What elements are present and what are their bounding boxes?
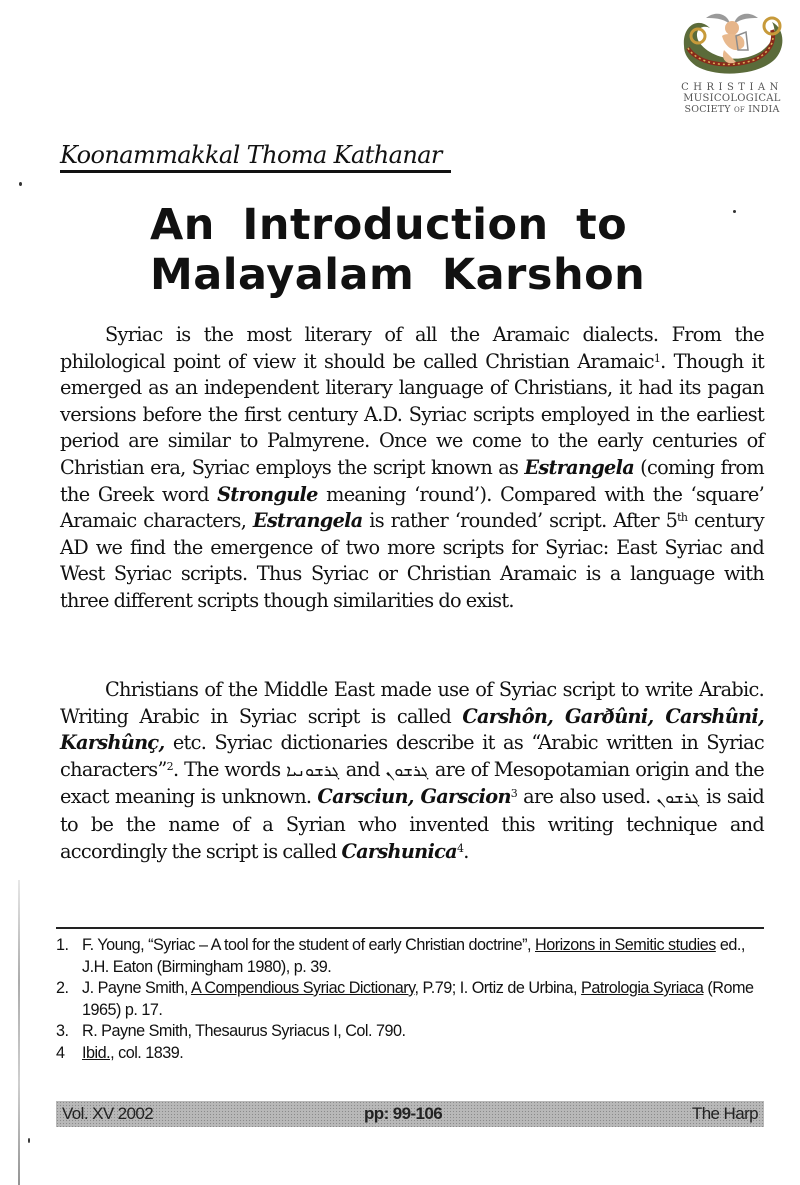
text-run: .: [463, 839, 469, 863]
title-line-1: An Introduction to: [150, 200, 628, 250]
text-run: Christians of the Middle East made use of Syriac script to write Arabic. Writing Arabic in Syriac script is called: [60, 678, 764, 728]
footnote-ref-4[interactable]: 4: [456, 841, 464, 855]
syriac-word-2: ܓܪܫܘܢ: [385, 760, 429, 780]
logo-of: OF: [733, 106, 745, 114]
footnote-item: [56, 1021, 766, 1043]
title-line-2: Malayalam Karshon: [150, 250, 646, 300]
cherub-harp-emblem-icon: [676, 6, 788, 80]
text-run: are of Mesopotamian origin and the exact meaning is unknown.: [60, 757, 765, 809]
text-run: . The words: [172, 757, 287, 781]
cited-work-title: Ibid.,: [82, 1043, 115, 1062]
journal-footer-band: [56, 1101, 764, 1127]
italic-term-carshunica: Carshunica: [341, 839, 457, 863]
text-run: and: [339, 757, 386, 781]
scan-edge-artifact: [18, 880, 20, 1185]
syriac-word-3: ܓܪܫܘܢ: [656, 788, 700, 808]
italic-term-estrangela: Estrangela: [252, 509, 363, 533]
cited-work-title: Horizons in Semitic studies: [535, 936, 716, 954]
text-run: century AD we find the emergence of two more scripts for Syriac: East Syriac and West Syriac scripts. Thus Syriac or Christian Aramaic is a language with three different scripts though similarities do exist.: [60, 509, 764, 612]
footnote-number: 3.: [56, 1022, 69, 1040]
text-run: , P.79; I. Ortiz de Urbina,: [414, 979, 582, 997]
text-run: etc. Syriac dictionaries describe it as “Arabic written in Syriac characters”: [60, 731, 764, 781]
footnote-item: [56, 935, 766, 978]
text-run: J. Payne Smith,: [82, 979, 191, 997]
footnote-ref-1[interactable]: 1: [653, 351, 661, 365]
footnote-text: [82, 935, 766, 978]
text-run: F. Young, “Syriac – A tool for the student of early Christian doctrine”,: [82, 936, 535, 954]
text-run: is said to be the name of a Syrian who invented this writing technique and accordingly the script is called: [60, 785, 764, 863]
footer-volume: Vol. XV 2002: [62, 1104, 154, 1123]
footer-journal-name: The Harp: [691, 1104, 758, 1123]
footnote-number: 2.: [56, 979, 69, 997]
author-name: Koonammakkal Thoma Kathanar: [60, 141, 442, 169]
text-run: (Rome 1965) p. 17.: [82, 979, 754, 1019]
text-run: ed., J.H. Eaton (Birmingham 1980), p. 39.: [82, 936, 745, 976]
italic-term-estrangela: Estrangela: [524, 455, 635, 479]
author-underline-rule: [60, 170, 451, 173]
text-run: . Though it emerged as an independent literary language of Christians, it had its pagan versions before the first century A.D. Syriac scripts employed in the earliest period are similar to Palmyrene. Once we come to the early centuries of Christian era, Syriac employs the script known as: [60, 349, 764, 479]
logo-text-line1: CHRISTIAN: [681, 82, 783, 93]
scan-speck: [28, 1138, 30, 1143]
footnote-ref-2[interactable]: 2: [166, 759, 173, 773]
text-run: Syriac is the most literary of all the Aramaic dialects. From the philological point of view it should be called Christian Aramaic: [60, 323, 764, 373]
logo-text-line2: MUSICOLOGICAL: [683, 93, 781, 104]
footnote-text: R. Payne Smith, Thesaurus Syriacus I, Col. 790.: [82, 1022, 406, 1040]
footnote-number: 4: [56, 1043, 65, 1062]
society-logo: [672, 6, 792, 124]
footnote-item: [56, 978, 766, 1021]
logo-india: INDIA: [744, 104, 780, 115]
logo-society: SOCIETY: [684, 104, 734, 115]
footnote-text: [82, 978, 766, 1021]
scan-speck: [733, 210, 736, 213]
text-run: meaning ‘round’). Compared with the ‘square’ Aramaic characters,: [60, 482, 764, 533]
text-run: are also used.: [517, 785, 657, 809]
footnote-separator-rule: [56, 927, 764, 929]
ordinal-superscript: th: [677, 511, 688, 525]
italic-term-carsciun: Carsciun, Garscion: [317, 785, 511, 809]
cited-work-title: Patrologia Syriaca: [581, 979, 704, 997]
footnote-text: [82, 1043, 766, 1065]
body-paragraph-2: [60, 677, 764, 865]
logo-text-line3: [672, 104, 792, 116]
cited-work-title: A Compendious Syriac Dictionary: [190, 979, 415, 997]
text-run: col. 1839.: [114, 1043, 184, 1062]
scan-speck: [19, 182, 22, 186]
syriac-word-1: ܓܪܫܘܢܝܐ: [286, 760, 340, 780]
body-paragraph-1: [60, 322, 764, 615]
italic-term-strongule: Strongule: [217, 482, 318, 506]
article-title: [150, 200, 680, 300]
footnotes-list: [56, 935, 766, 1064]
footnote-item: [56, 1043, 766, 1065]
italic-term-karshon-variants: Carshôn, Garðûni, Carshûni, Karshûnç,: [60, 704, 764, 755]
footnote-ref-3[interactable]: 3: [510, 787, 518, 801]
text-run: is rather ‘rounded’ script. After 5: [362, 509, 678, 533]
footer-pages: pp: 99-106: [364, 1104, 443, 1123]
text-run: (coming from the Greek word: [60, 455, 764, 506]
footnote-number: 1.: [56, 936, 69, 954]
